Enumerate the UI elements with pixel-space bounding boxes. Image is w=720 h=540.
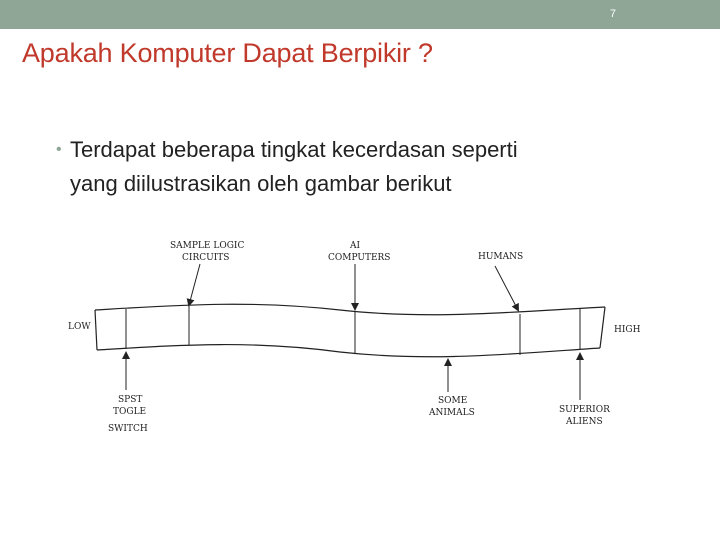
arrow-sample-logic	[189, 264, 200, 305]
arrow-humans	[495, 266, 518, 310]
label-animals-2: ANIMALS	[429, 408, 475, 418]
scale-band-right-edge	[600, 307, 605, 348]
label-spst-1: SPST	[118, 395, 143, 405]
scale-band-left-edge	[95, 310, 97, 350]
label-ai-2: COMPUTERS	[328, 253, 391, 263]
scale-band-top	[95, 304, 605, 315]
bullet-item	[52, 133, 692, 201]
label-aliens-1: SUPERIOR	[559, 405, 610, 415]
top-bar	[0, 0, 720, 29]
label-aliens-2: ALIENS	[566, 417, 603, 427]
label-spst-2: TOGLE	[113, 407, 147, 417]
slide-title: Apakah Komputer Dapat Berpikir ?	[22, 38, 433, 68]
bullet-dot-icon: •	[56, 141, 62, 158]
label-high: HIGH	[614, 325, 641, 335]
label-sample-logic-2: CIRCUITS	[182, 253, 230, 263]
intelligence-scale-diagram	[0, 230, 720, 450]
bullet-line-2: yang diilustrasikan oleh gambar berikut	[70, 171, 452, 196]
label-low: LOW	[68, 322, 91, 332]
scale-band-bottom	[97, 345, 600, 357]
bullet-line-1: Terdapat beberapa tingkat kecerdasan seperti	[70, 137, 518, 162]
label-spst-3: SWITCH	[108, 424, 148, 434]
label-humans: HUMANS	[478, 252, 524, 262]
label-sample-logic-1: SAMPLE LOGIC	[170, 241, 245, 251]
slide-number: 7	[609, 8, 616, 20]
label-animals-1: SOME	[438, 396, 468, 406]
label-ai-1: AI	[350, 241, 361, 251]
